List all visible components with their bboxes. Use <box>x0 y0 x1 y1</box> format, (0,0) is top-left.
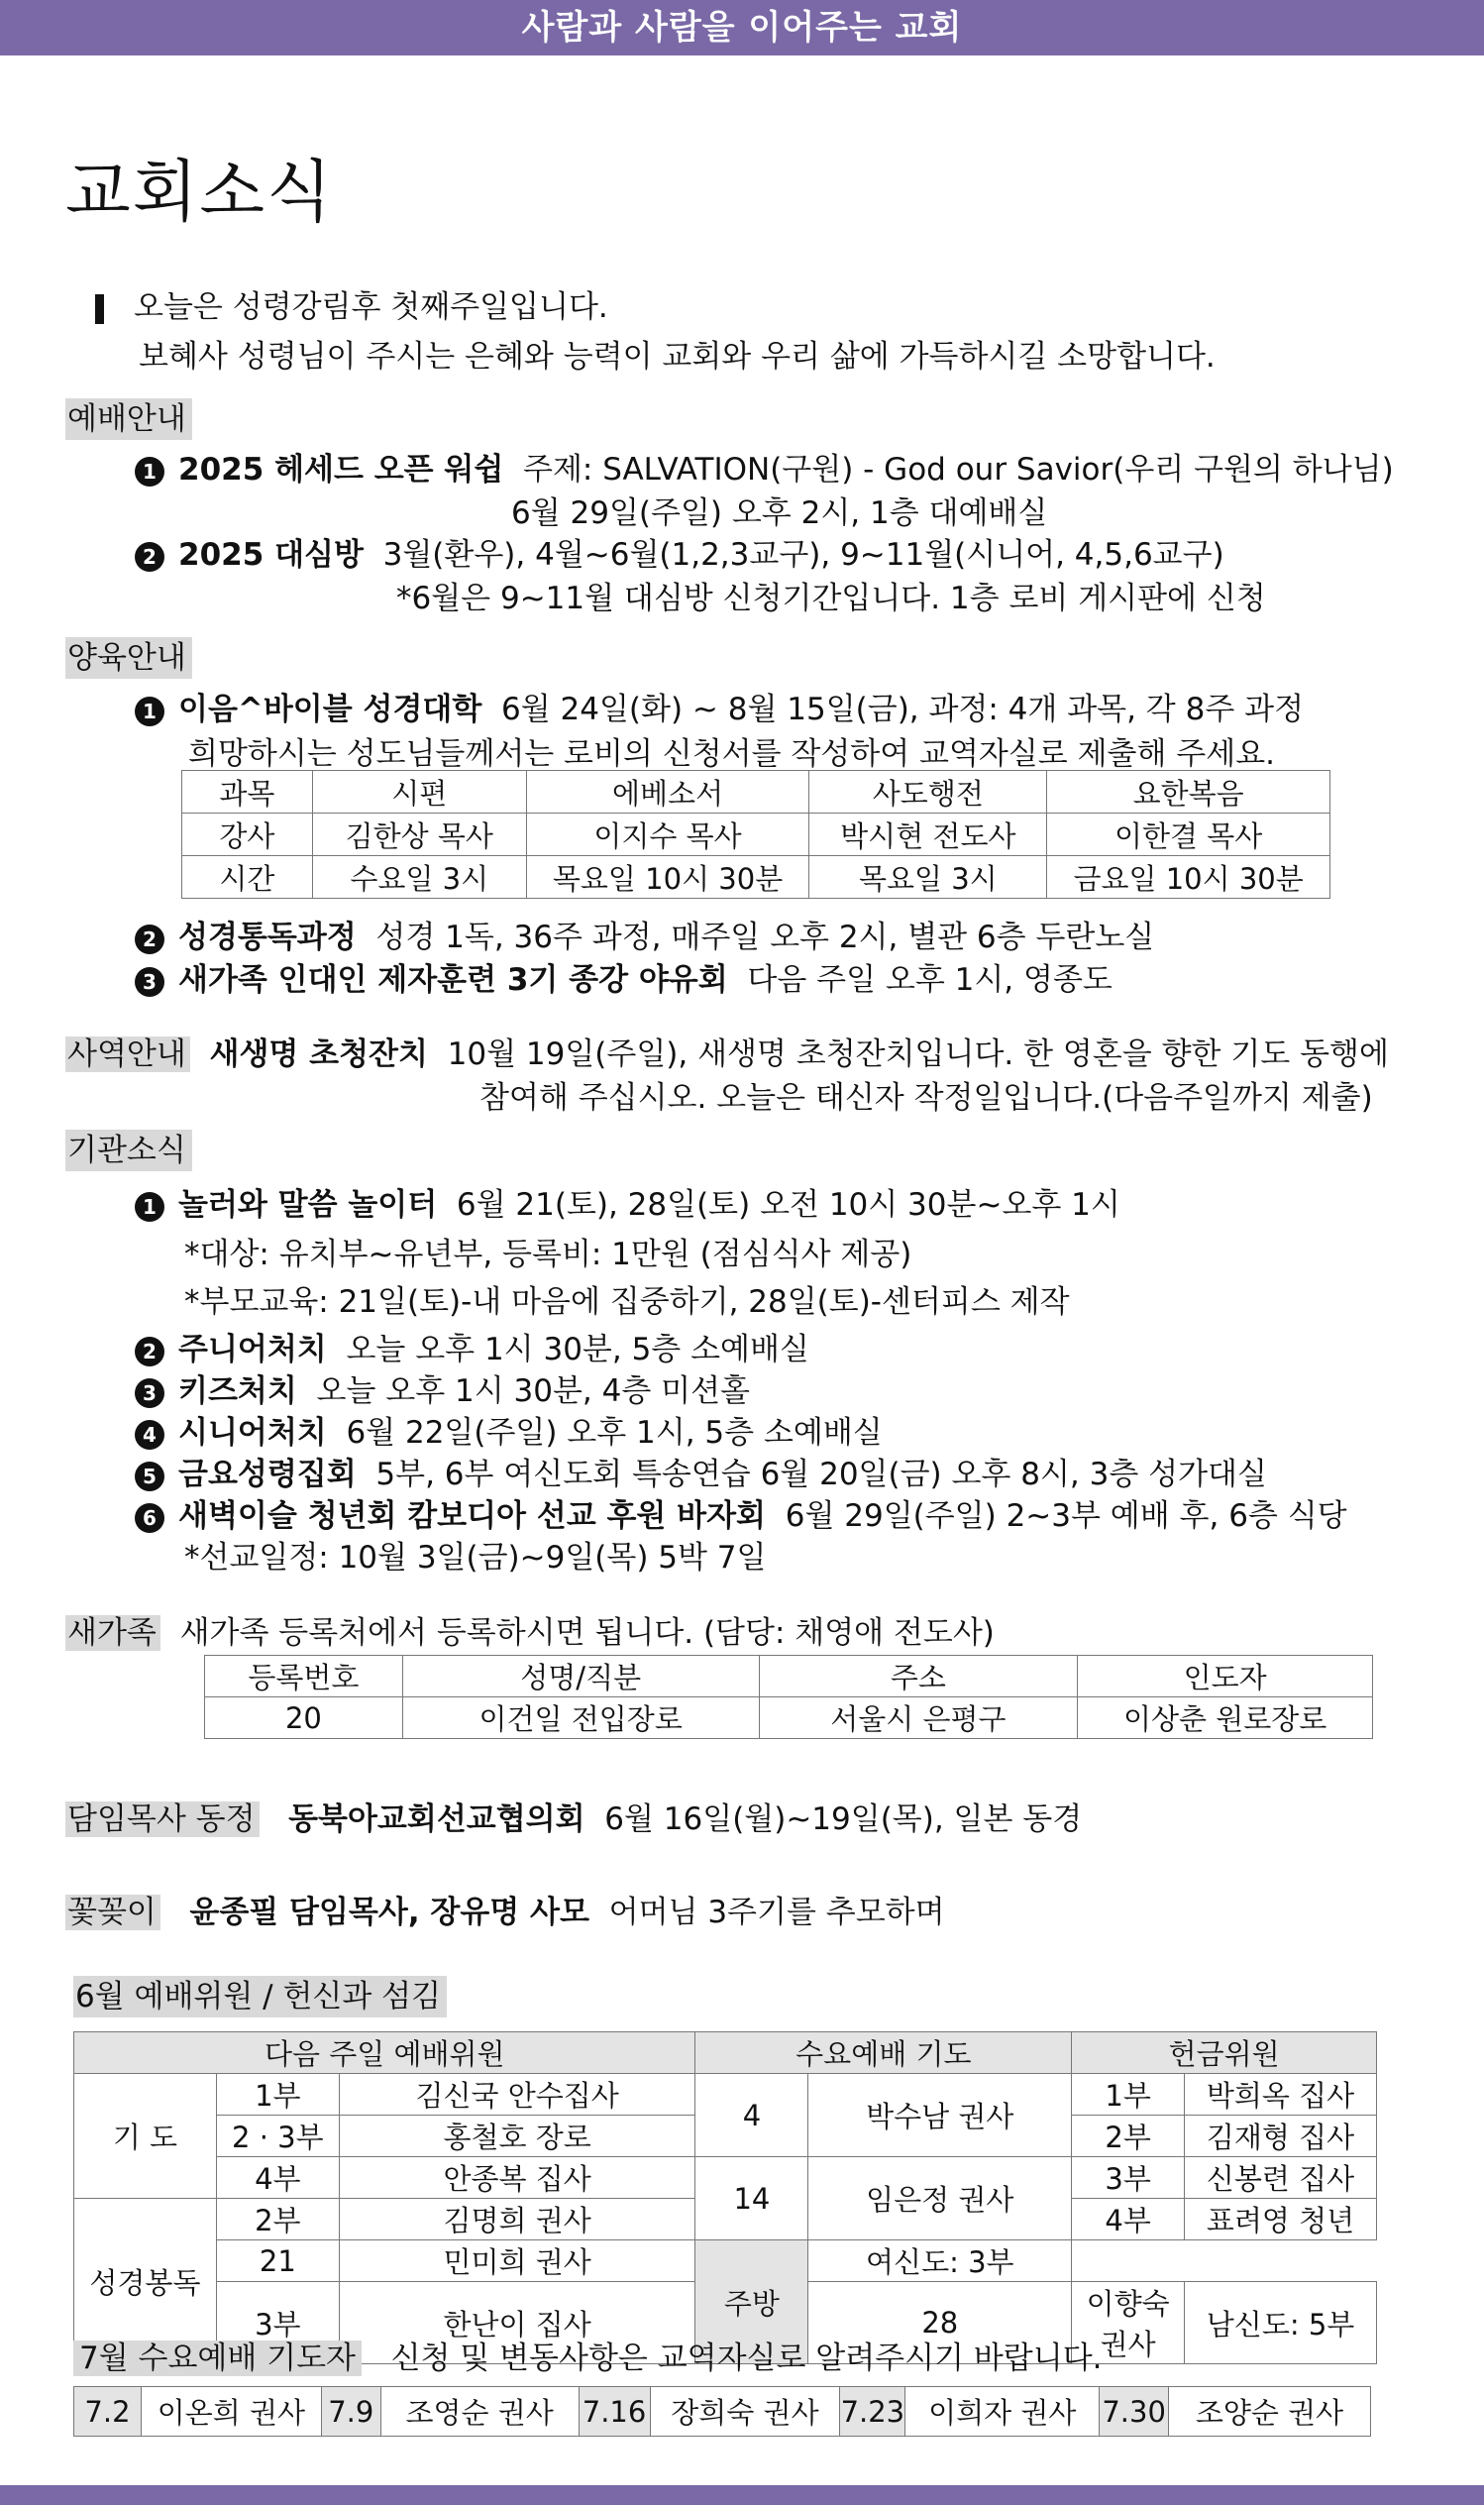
table-cell: 시간 <box>182 856 313 899</box>
circled-number-6-icon: 6 <box>135 1503 164 1533</box>
org-item-3: 3 키즈처치 오늘 오후 1시 30분, 4층 미션홀 <box>135 1365 750 1410</box>
table-header-cell: 성명/직분 <box>402 1656 759 1697</box>
name-cell: 박수남 권사 <box>808 2074 1072 2157</box>
kitchen-cell: 남신도: 5부 <box>1185 2282 1377 2364</box>
table-cell: 이건일 전입장로 <box>402 1697 759 1739</box>
header-wednesday-prayer: 수요예배 기도 <box>695 2032 1072 2074</box>
name-cell: 안종복 집사 <box>339 2157 695 2199</box>
date-cell: 4 <box>695 2074 808 2157</box>
table-cell: 강사 <box>182 814 313 856</box>
table-row <box>182 771 1330 814</box>
table-cell: 김한상 목사 <box>312 814 526 856</box>
section-label-june: 6월 예배위원 / 헌신과 섬김 <box>73 1976 447 2017</box>
service-cell: 4부 <box>1072 2199 1185 2240</box>
date-cell: 21 <box>216 2240 339 2282</box>
intro-line-1: 오늘은 성령강림후 첫째주일입니다. <box>95 281 608 326</box>
org-item-2: 2 주니어처치 오늘 오후 1시 30분, 5층 소예배실 <box>135 1324 809 1368</box>
table-cell: 서울시 은평구 <box>759 1697 1078 1739</box>
org-item-6-sub-1: *선교일정: 10월 3일(금)~9일(목) 5박 7일 <box>184 1540 767 1576</box>
header-next-sunday: 다음 주일 예배위원 <box>74 2032 695 2074</box>
july-line: 7월 수요예배 기도자 신청 및 변동사항은 교역자실로 알려주시기 바랍니다. <box>73 2333 1103 2379</box>
name-cell: 민미희 권사 <box>339 2240 695 2282</box>
circled-number-2-icon: 2 <box>135 542 164 572</box>
circled-number-4-icon: 4 <box>135 1420 164 1450</box>
name-cell: 한난이 집사 <box>339 2282 695 2364</box>
table-row <box>205 1656 1373 1697</box>
table-cell: 과목 <box>182 771 313 814</box>
service-cell: 4부 <box>216 2157 339 2199</box>
table-row <box>74 2387 1371 2437</box>
table-cell: 시편 <box>312 771 526 814</box>
service-cell: 2부 <box>1072 2116 1185 2157</box>
org-item-1-sub-2: *부모교육: 21일(토)-내 마음에 집중하기, 28일(토)-센터피스 제작 <box>184 1284 1070 1320</box>
org-item-1-sub-1: *대상: 유치부~유년부, 등록비: 1만원 (점심식사 제공) <box>184 1237 912 1272</box>
name-cell: 김신국 안수집사 <box>339 2074 695 2116</box>
education-item-3: 3 새가족 인대인 제자훈련 3기 종강 야유회 다음 주일 오후 1시, 영종도 <box>135 954 1113 999</box>
kitchen-label: 주방 <box>695 2240 808 2364</box>
flower-line: 꽃꽂이 윤종필 담임목사, 장유명 사모 어머님 3주기를 추모하며 <box>67 1895 945 1930</box>
worship-item-2: 2 2025 대심방 3월(환우), 4월~6월(1,2,3교구), 9~11월(시니어, 4,5,6교구) <box>135 529 1224 574</box>
org-item-6: 6 새벽이슬 청년회 캄보디아 선교 후원 바자회 6월 29일(주일) 2~3부 예배 후, 6층 식당 <box>135 1490 1347 1535</box>
name-cell: 박희옥 집사 <box>1185 2074 1377 2116</box>
worship-item-1-line-2: 6월 29일(주일) 오후 2시, 1층 대예배실 <box>511 495 1048 531</box>
service-cell: 1부 <box>1072 2074 1185 2116</box>
circled-number-5-icon: 5 <box>135 1462 164 1491</box>
circled-number-2-icon: 2 <box>135 925 164 954</box>
name-cell: 표려영 청년 <box>1185 2199 1377 2240</box>
name-cell: 이온희 권사 <box>141 2387 321 2437</box>
service-cell: 2부 <box>216 2199 339 2240</box>
table-cell: 이지수 목사 <box>526 814 809 856</box>
circled-number-1-icon: 1 <box>135 457 164 487</box>
service-cell: 3부 <box>1072 2157 1185 2199</box>
name-cell: 장희숙 권사 <box>650 2387 840 2437</box>
table-row <box>74 2240 1377 2282</box>
table-cell: 이한결 목사 <box>1047 814 1330 856</box>
name-cell: 임은정 권사 <box>808 2157 1072 2240</box>
circled-number-2-icon: 2 <box>135 1337 164 1366</box>
table-cell: 목요일 10시 30분 <box>526 856 809 899</box>
table-cell: 에베소서 <box>526 771 809 814</box>
section-label-pastor: 담임목사 동정 <box>65 1801 260 1837</box>
header-offering: 헌금위원 <box>1072 2032 1377 2074</box>
table-header-cell: 등록번호 <box>205 1656 403 1697</box>
table-row <box>74 2032 1377 2074</box>
section-label-education: 양육안내 <box>65 637 192 679</box>
date-cell: 14 <box>695 2157 808 2240</box>
name-cell: 김명희 권사 <box>339 2199 695 2240</box>
bible-college-table <box>181 770 1330 899</box>
july-prayer-table <box>73 2386 1371 2437</box>
section-label-org: 기관소식 <box>65 1130 192 1171</box>
education-item-2: 2 성경통독과정 성경 1독, 36주 과정, 매주일 오후 2시, 별관 6층 두란노실 <box>135 912 1154 956</box>
date-cell: 7.2 <box>74 2387 142 2437</box>
circled-number-3-icon: 3 <box>135 1378 164 1408</box>
circled-number-3-icon: 3 <box>135 967 164 997</box>
name-cell: 김재형 집사 <box>1185 2116 1377 2157</box>
prayer-label: 기 도 <box>74 2074 217 2199</box>
june-committee-table <box>73 2031 1377 2364</box>
name-cell: 신봉련 집사 <box>1185 2157 1377 2199</box>
table-cell: 박시현 전도사 <box>809 814 1047 856</box>
ministry-line-1: 사역안내 새생명 초청잔치 10월 19일(주일), 새생명 초청잔치입니다. 한 영혼을 향한 기도 동행에 <box>67 1036 1389 1072</box>
service-cell: 2 · 3부 <box>216 2116 339 2157</box>
name-cell: 이향숙 권사 <box>1072 2282 1185 2364</box>
circled-number-1-icon: 1 <box>135 1192 164 1222</box>
table-cell: 금요일 10시 30분 <box>1047 856 1330 899</box>
table-cell: 목요일 3시 <box>809 856 1047 899</box>
kitchen-cell: 여신도: 3부 <box>808 2240 1072 2282</box>
table-header-cell: 주소 <box>759 1656 1078 1697</box>
section-label-july: 7월 수요예배 기도자 <box>73 2341 362 2376</box>
newfamily-table <box>204 1655 1373 1739</box>
footer-bar <box>0 2485 1484 2505</box>
org-item-4: 4 시니어처치 6월 22일(주일) 오후 1시, 5층 소예배실 <box>135 1407 883 1452</box>
org-item-5: 5 금요성령집회 5부, 6부 여신도회 특송연습 6월 20일(금) 오후 8시, 3층 성가대실 <box>135 1449 1267 1493</box>
bullet-bar-icon <box>95 294 104 324</box>
table-cell: 20 <box>205 1697 403 1739</box>
table-cell: 요한복음 <box>1047 771 1330 814</box>
name-cell: 홍철호 장로 <box>339 2116 695 2157</box>
worship-item-1: 1 2025 헤세드 오픈 워쉽 주제: SALVATION(구원) - God our Savior(우리 구원의 하나님) <box>135 444 1394 489</box>
section-label-ministry: 사역안내 <box>65 1036 190 1072</box>
name-cell: 조양순 권사 <box>1169 2387 1371 2437</box>
table-header-cell: 인도자 <box>1078 1656 1373 1697</box>
table-row <box>74 2074 1377 2116</box>
circled-number-1-icon: 1 <box>135 697 164 726</box>
section-label-flower: 꽃꽂이 <box>65 1895 160 1930</box>
table-row <box>74 2157 1377 2199</box>
service-cell: 1부 <box>216 2074 339 2116</box>
date-cell: 28 <box>808 2282 1072 2364</box>
date-cell: 7.9 <box>321 2387 380 2437</box>
education-item-1: 1 이음^바이블 성경대학 6월 24일(화) ~ 8월 15일(금), 과정: 4개 과목, 각 8주 과정 <box>135 684 1304 728</box>
section-label-worship: 예배안내 <box>65 398 192 440</box>
education-item-1-line-2: 희망하시는 성도님들께서는 로비의 신청서를 작성하여 교역자실로 제출해 주세요. <box>188 736 1275 772</box>
date-cell: 7.30 <box>1100 2387 1169 2437</box>
date-cell: 7.23 <box>840 2387 905 2437</box>
service-cell: 3부 <box>216 2282 339 2364</box>
table-cell: 사도행전 <box>809 771 1047 814</box>
table-cell: 수요일 3시 <box>312 856 526 899</box>
table-row <box>205 1697 1373 1739</box>
page-title: 교회소식 <box>65 154 334 232</box>
section-label-newfamily: 새가족 <box>65 1615 160 1651</box>
table-cell: 이상춘 원로장로 <box>1078 1697 1373 1739</box>
newfamily-line: 새가족 새가족 등록처에서 등록하시면 됩니다. (담당: 채영애 전도사) <box>67 1615 995 1651</box>
pastor-line: 담임목사 동정 동북아교회선교협의회 6월 16일(월)~19일(목), 일본 동경 <box>67 1801 1083 1837</box>
date-cell: 7.16 <box>579 2387 650 2437</box>
name-cell: 이희자 권사 <box>905 2387 1100 2437</box>
name-cell: 조영순 권사 <box>380 2387 579 2437</box>
org-item-1: 1 놀러와 말씀 놀이터 6월 21(토), 28일(토) 오전 10시 30분~오후 1시 <box>135 1179 1120 1224</box>
header-banner: 사람과 사람을 이어주는 교회 <box>0 0 1484 55</box>
worship-item-2-line-2: *6월은 9~11월 대심방 신청기간입니다. 1층 로비 게시판에 신청 <box>396 581 1266 616</box>
table-row <box>182 856 1330 899</box>
table-row <box>182 814 1330 856</box>
intro-line-2: 보혜사 성령님이 주시는 은혜와 능력이 교회와 우리 삶에 가득하시길 소망합니다. <box>139 339 1216 375</box>
reading-label: 성경봉독 <box>74 2199 217 2364</box>
ministry-line-2: 참여해 주십시오. 오늘은 태신자 작정일입니다.(다음주일까지 제출) <box>479 1080 1373 1116</box>
